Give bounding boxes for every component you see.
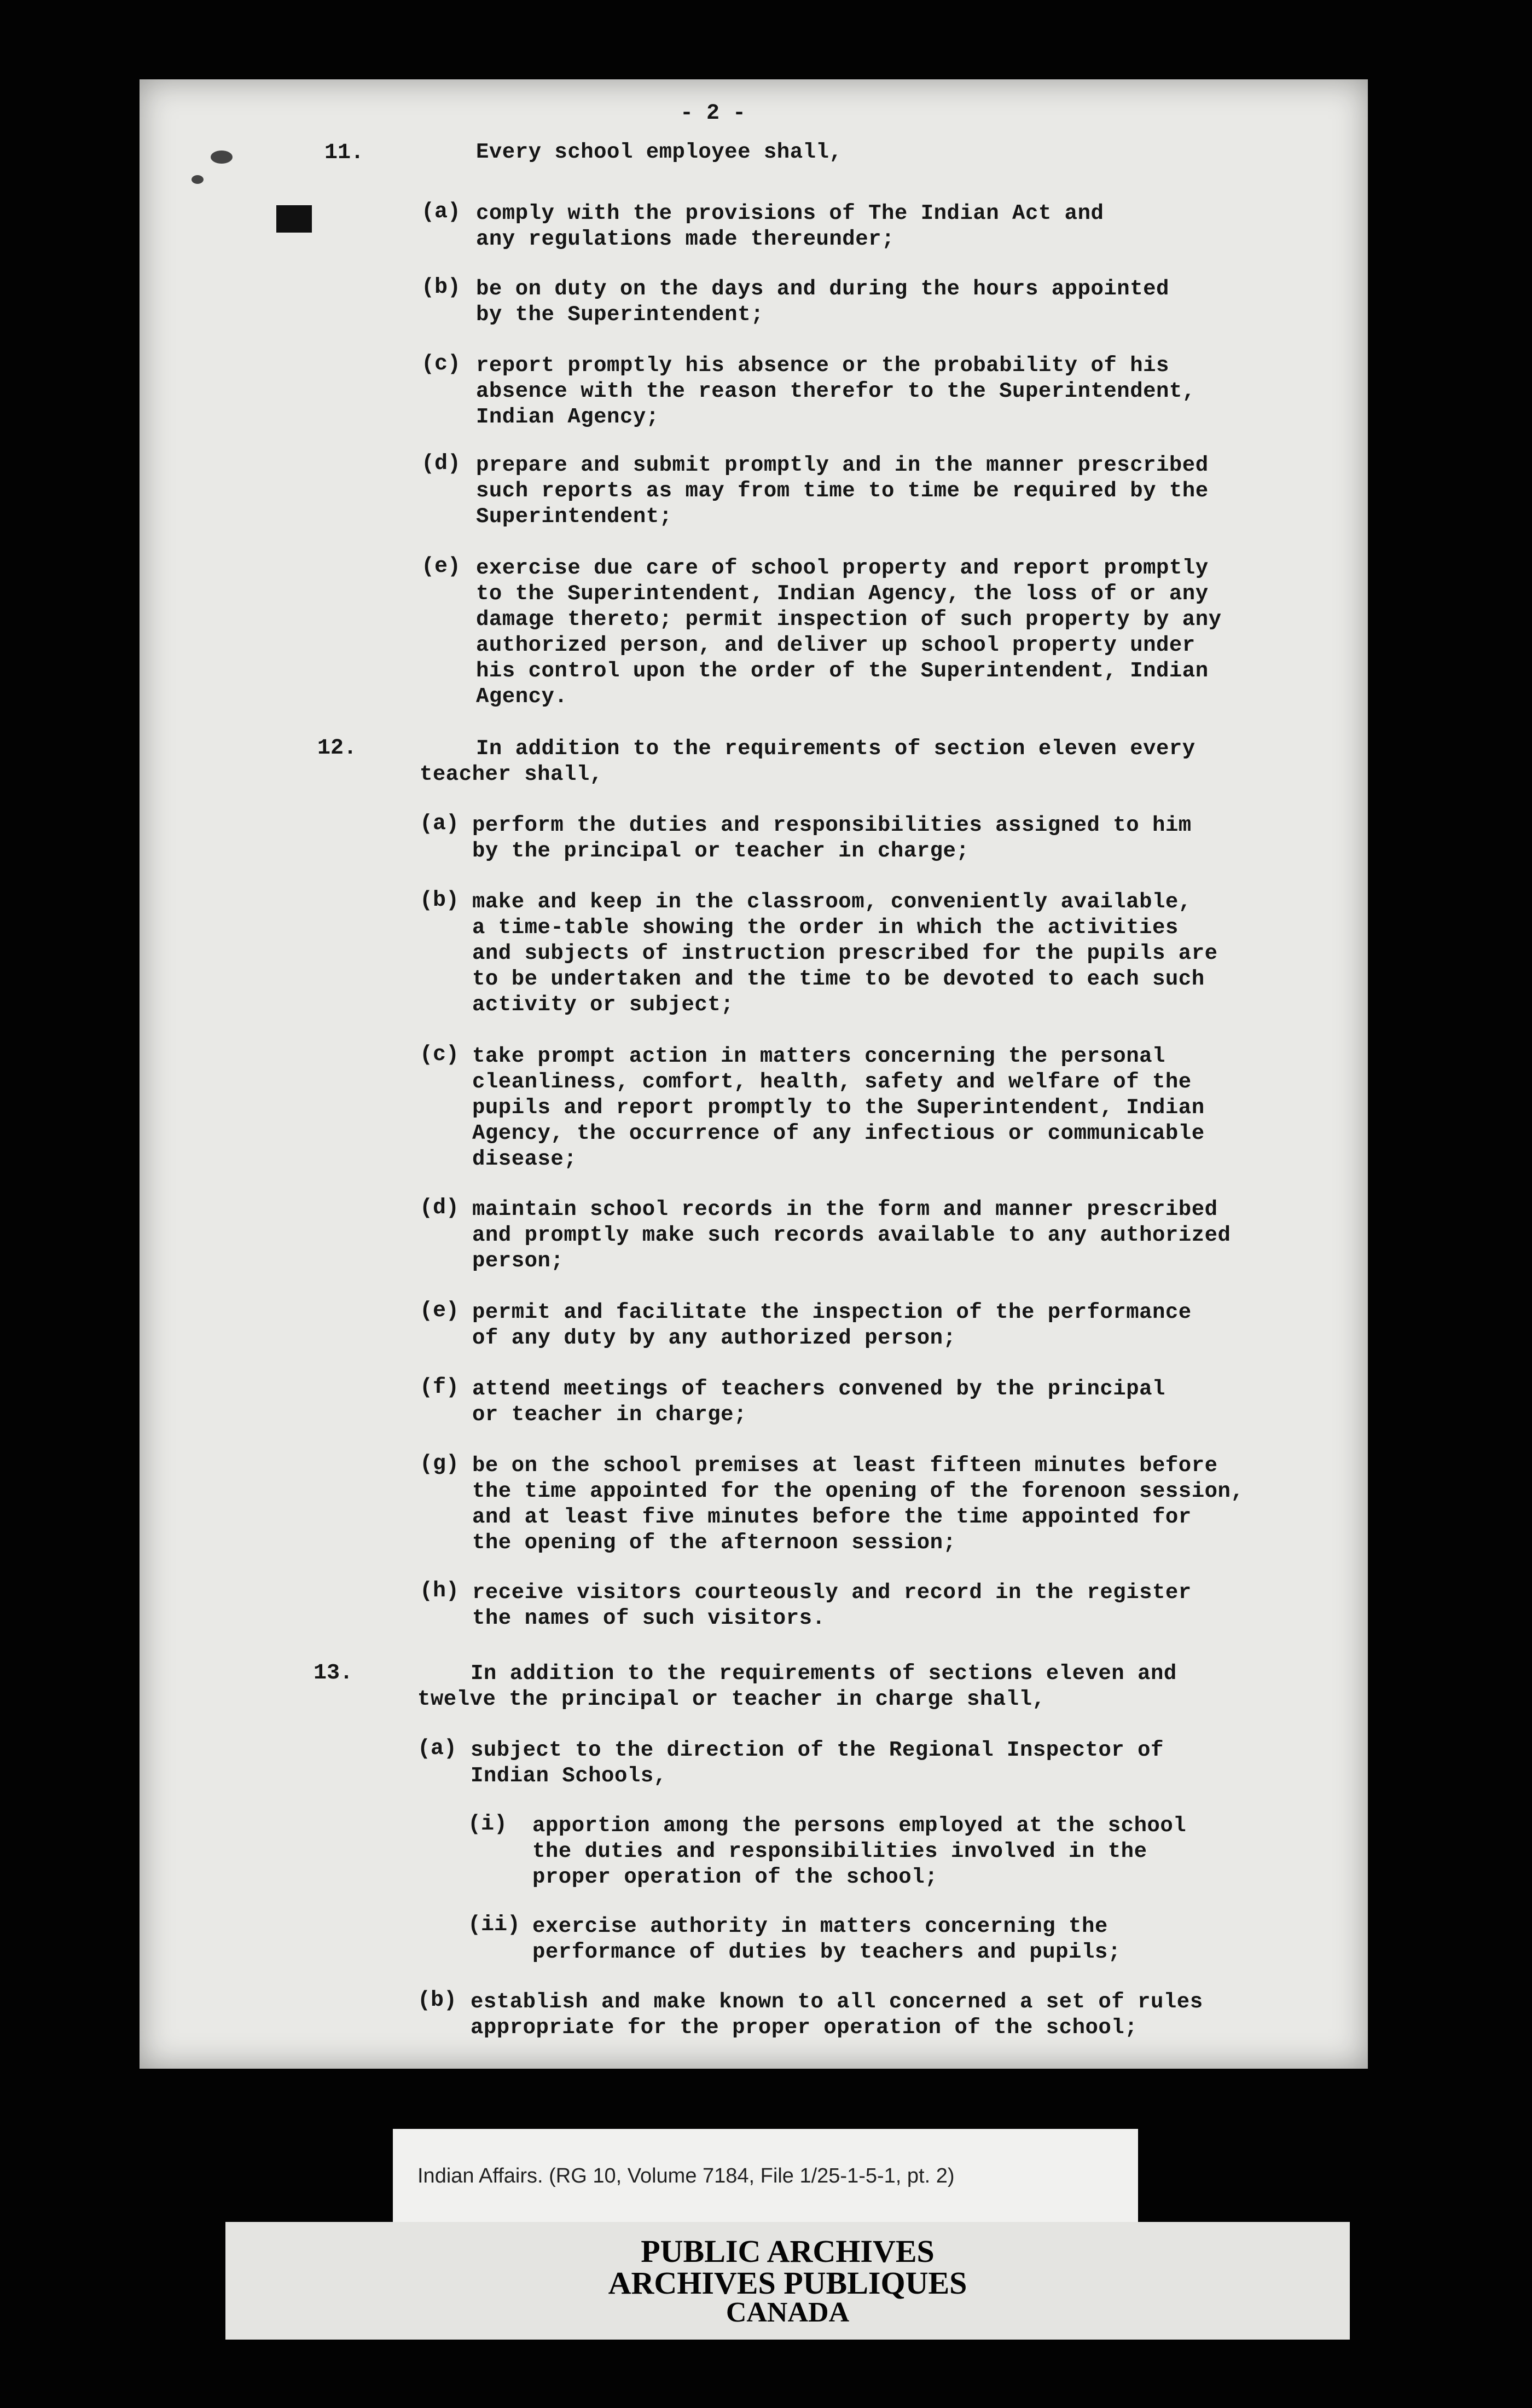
- item-line: or teacher in charge;: [472, 1403, 747, 1427]
- item-line: be on duty on the days and during the hours appointed: [476, 277, 1169, 301]
- item-line: activity or subject;: [472, 993, 734, 1017]
- item-line: the time appointed for the opening of the forenoon session,: [472, 1479, 1244, 1503]
- item-label: (d): [421, 452, 461, 476]
- item-line: his control upon the order of the Superintendent, Indian: [476, 659, 1209, 683]
- stamp-line-1: PUBLIC ARCHIVES: [641, 2233, 935, 2269]
- item-label: (b): [420, 888, 460, 913]
- smudge-mark: [211, 150, 233, 164]
- item-line: exercise authority in matters concerning the: [532, 1914, 1108, 1938]
- item-label: (c): [421, 352, 461, 377]
- section-intro-line: Every school employee shall,: [476, 140, 843, 164]
- redaction-mark: [276, 205, 312, 233]
- section-intro-line: teacher shall,: [420, 762, 603, 786]
- item-line: such reports as may from time to time be required by the: [476, 479, 1209, 503]
- item-line: subject to the direction of the Regional Inspector of: [471, 1738, 1164, 1762]
- item-label: (h): [420, 1579, 460, 1604]
- item-label: (c): [420, 1043, 460, 1067]
- stamp-line-2: ARCHIVES PUBLIQUES: [608, 2265, 967, 2301]
- item-line: and subjects of instruction prescribed for the pupils are: [472, 941, 1218, 965]
- item-line: of any duty by any authorized person;: [472, 1326, 956, 1350]
- item-line: permit and facilitate the inspection of the performance: [472, 1300, 1192, 1324]
- item-label: (g): [420, 1452, 460, 1477]
- item-label: (b): [421, 275, 461, 300]
- item-label: (a): [417, 1736, 457, 1761]
- archives-stamp: [225, 2222, 1350, 2340]
- item-line: absence with the reason therefor to the Superintendent,: [476, 379, 1196, 403]
- item-line: any regulations made thereunder;: [476, 227, 895, 251]
- item-line: comply with the provisions of The Indian Act and: [476, 201, 1104, 225]
- item-line: Agency.: [476, 685, 568, 709]
- item-line: by the principal or teacher in charge;: [472, 839, 970, 863]
- item-label: (i): [468, 1812, 508, 1837]
- item-line: receive visitors courteously and record in the register: [472, 1581, 1192, 1605]
- section-number: 11.: [324, 141, 364, 165]
- item-line: Indian Schools,: [471, 1764, 667, 1788]
- item-line: apportion among the persons employed at the school: [532, 1814, 1187, 1838]
- item-label: (e): [421, 554, 461, 579]
- item-line: disease;: [472, 1147, 577, 1171]
- item-line: a time-table showing the order in which the activities: [472, 916, 1179, 940]
- item-line: report promptly his absence or the probability of his: [476, 354, 1169, 378]
- smudge-mark: [192, 175, 204, 184]
- item-line: prepare and submit promptly and in the manner prescribed: [476, 453, 1209, 477]
- item-line: the duties and responsibilities involved in the: [532, 1839, 1147, 1863]
- item-line: establish and make known to all concerned a set of rules: [471, 1990, 1203, 2014]
- item-line: make and keep in the classroom, conveniently available,: [472, 890, 1192, 914]
- section-number: 13.: [314, 1661, 353, 1686]
- item-line: attend meetings of teachers convened by the principal: [472, 1377, 1165, 1401]
- item-line: appropriate for the proper operation of the school;: [471, 2016, 1138, 2040]
- item-line: Indian Agency;: [476, 405, 659, 429]
- item-line: authorized person, and deliver up school property under: [476, 633, 1196, 657]
- item-line: cleanliness, comfort, health, safety and welfare of the: [472, 1070, 1192, 1094]
- page-number: - 2 -: [680, 101, 746, 126]
- item-line: Agency, the occurrence of any infectious or communicable: [472, 1121, 1205, 1145]
- item-line: to the Superintendent, Indian Agency, the loss of or any: [476, 582, 1209, 606]
- item-label: (d): [420, 1196, 460, 1220]
- item-line: perform the duties and responsibilities assigned to him: [472, 813, 1192, 837]
- item-line: and at least five minutes before the time appointed for: [472, 1505, 1192, 1529]
- item-label: (a): [420, 812, 460, 836]
- item-line: the names of such visitors.: [472, 1606, 826, 1630]
- stamp-line-3: CANADA: [726, 2297, 850, 2328]
- item-line: performance of duties by teachers and pupils;: [532, 1940, 1121, 1964]
- section-intro-line: In addition to the requirements of section eleven every: [476, 737, 1196, 761]
- item-label: (a): [421, 200, 461, 224]
- item-line: the opening of the afternoon session;: [472, 1531, 956, 1555]
- item-label: (f): [420, 1375, 460, 1400]
- item-line: be on the school premises at least fifteen minutes before: [472, 1454, 1218, 1478]
- item-line: pupils and report promptly to the Superintendent, Indian: [472, 1096, 1205, 1120]
- item-line: damage thereto; permit inspection of such property by any: [476, 607, 1222, 632]
- document-page: [140, 79, 1368, 2069]
- item-line: and promptly make such records available to any authorized: [472, 1223, 1231, 1247]
- section-intro-line: twelve the principal or teacher in charge shall,: [417, 1687, 1046, 1711]
- item-line: take prompt action in matters concerning the personal: [472, 1044, 1165, 1068]
- archive-reference-strip: [393, 2129, 1138, 2226]
- item-line: exercise due care of school property and report promptly: [476, 556, 1209, 580]
- item-line: person;: [472, 1249, 564, 1273]
- item-line: to be undertaken and the time to be devoted to each such: [472, 967, 1205, 991]
- item-label: (b): [417, 1988, 457, 2013]
- item-line: maintain school records in the form and manner prescribed: [472, 1197, 1218, 1222]
- item-label: (e): [420, 1299, 460, 1323]
- item-line: by the Superintendent;: [476, 303, 764, 327]
- section-number: 12.: [317, 736, 357, 761]
- item-line: proper operation of the school;: [532, 1865, 938, 1889]
- archive-reference: Indian Affairs. (RG 10, Volume 7184, File 1/25-1-5-1, pt. 2): [417, 2164, 955, 2187]
- section-intro-line: In addition to the requirements of sections eleven and: [471, 1662, 1177, 1686]
- item-label: (ii): [468, 1913, 521, 1937]
- item-line: Superintendent;: [476, 505, 672, 529]
